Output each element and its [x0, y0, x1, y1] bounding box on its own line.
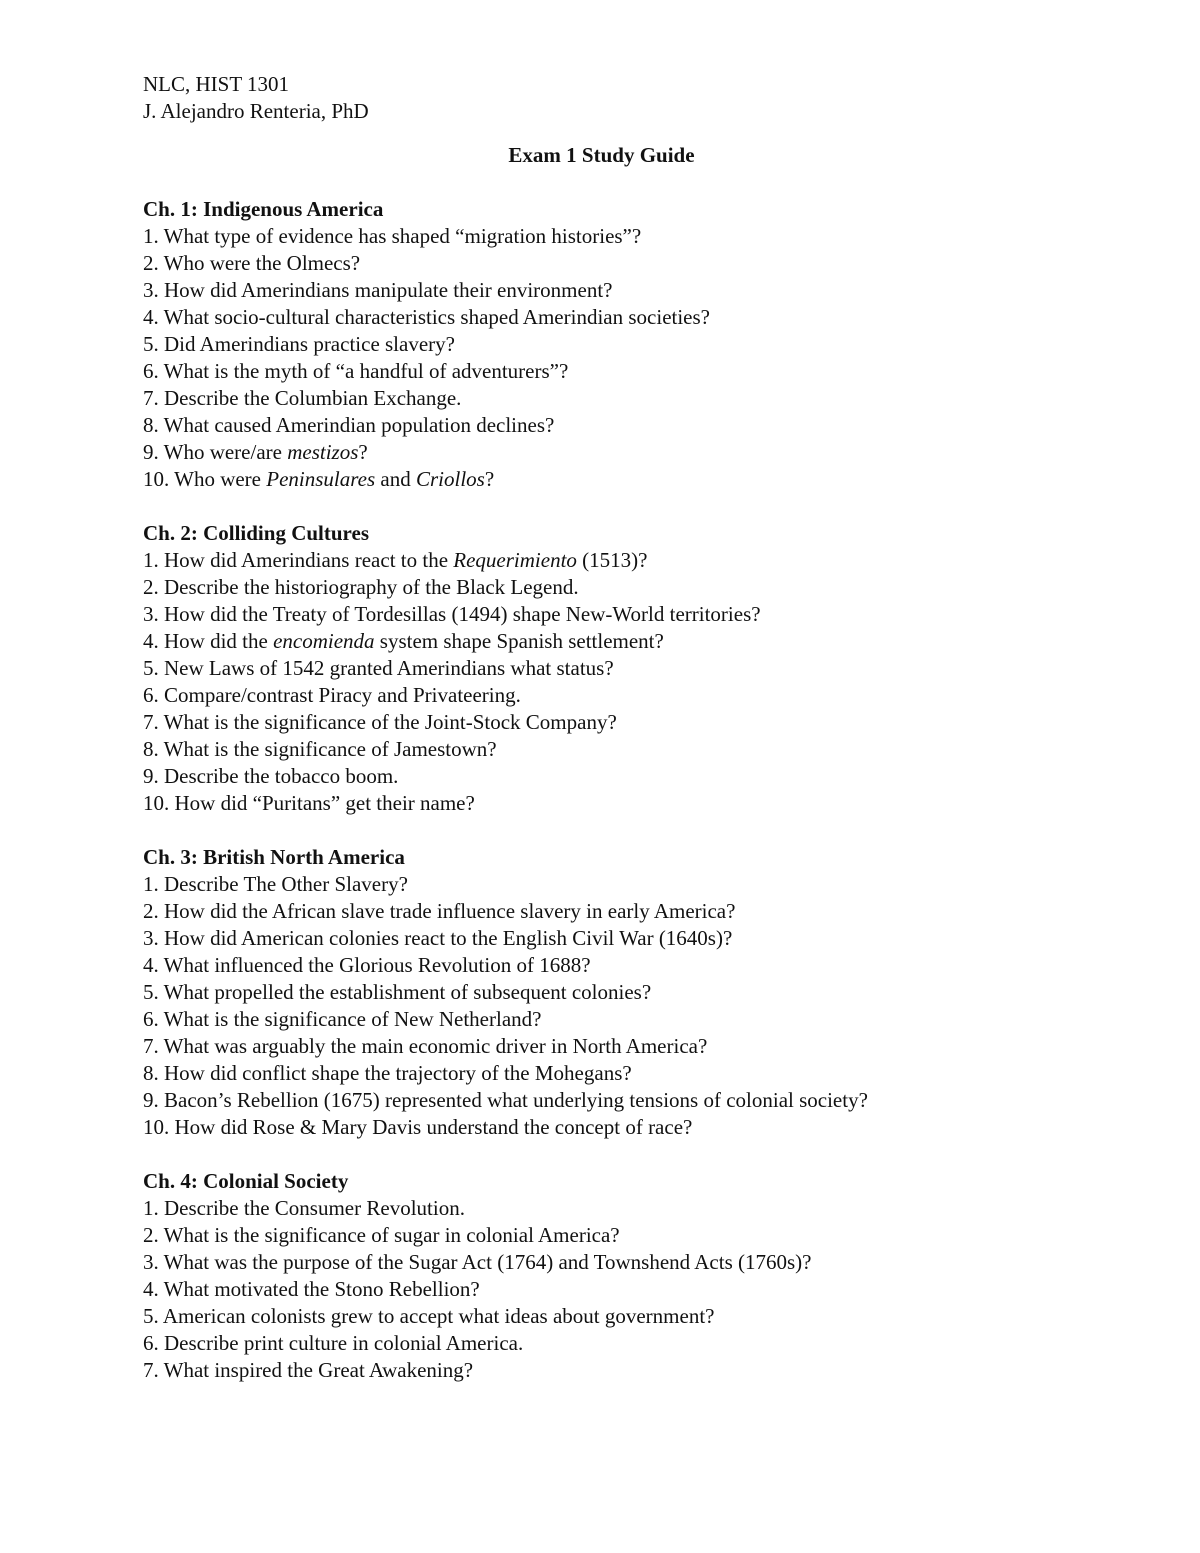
question-text-part: What was the purpose of the Sugar Act (1764) and Townshend Acts (1760s)?	[163, 1250, 812, 1274]
question-number: 8.	[143, 413, 159, 437]
question-number: 6.	[143, 1331, 159, 1355]
question-number: 4.	[143, 305, 159, 329]
question-text-part: What inspired the Great Awakening?	[163, 1358, 474, 1382]
question-text	[164, 1358, 473, 1382]
question-text	[164, 656, 614, 680]
question-text	[164, 332, 455, 356]
document-content	[143, 71, 1083, 1384]
question-text-part: system shape Spanish settlement?	[374, 629, 664, 653]
question-number: 3.	[143, 1250, 159, 1274]
question-text-part: What caused Amerindian population declines?	[163, 413, 555, 437]
question-text-part: What type of evidence has shaped “migration histories”?	[163, 224, 642, 248]
question-number: 1.	[143, 872, 159, 896]
course-code: NLC, HIST 1301	[143, 72, 290, 96]
question-number: 5.	[143, 1304, 159, 1328]
question-item	[143, 1195, 1083, 1222]
question-text-part: Compare/contrast Piracy and Privateering.	[164, 683, 521, 707]
question-text	[164, 764, 398, 788]
question-text-part: What was arguably the main economic driver in North America?	[163, 1034, 708, 1058]
question-text-italic: Peninsulares	[266, 467, 376, 491]
question-text	[164, 440, 368, 464]
question-text-part: What is the myth of “a handful of adventurers”?	[163, 359, 569, 383]
question-text	[164, 872, 408, 896]
question-text-part: Describe the historiography of the Black Legend.	[164, 575, 579, 599]
question-number: 10.	[143, 791, 170, 815]
question-number: 4.	[143, 1277, 159, 1301]
question-item	[143, 682, 1083, 709]
question-text	[164, 737, 497, 761]
question-text	[164, 548, 647, 572]
question-number: 7.	[143, 386, 159, 410]
question-number: 8.	[143, 737, 159, 761]
question-text	[164, 359, 569, 383]
question-item	[143, 1060, 1083, 1087]
question-number: 3.	[143, 926, 159, 950]
question-number: 4.	[143, 629, 159, 653]
question-text	[164, 575, 579, 599]
question-text	[164, 683, 521, 707]
question-item	[143, 574, 1083, 601]
question-text-part: Describe print culture in colonial America.	[164, 1331, 524, 1355]
question-text-part: What is the significance of the Joint-Stock Company?	[163, 710, 617, 734]
question-item	[143, 628, 1083, 655]
question-text	[164, 224, 642, 248]
question-text-part: What propelled the establishment of subsequent colonies?	[163, 980, 652, 1004]
sections-container	[143, 196, 1083, 1384]
question-number: 9.	[143, 764, 159, 788]
question-text-italic: Criollos	[415, 467, 485, 491]
question-item	[143, 1087, 1083, 1114]
question-text-part: Did Amerindians practice slavery?	[164, 332, 455, 356]
question-text	[175, 791, 475, 815]
question-text	[164, 1223, 620, 1247]
question-item	[143, 763, 1083, 790]
question-item	[143, 1249, 1083, 1276]
question-item	[143, 709, 1083, 736]
question-text-part: What influenced the Glorious Revolution of 1688?	[163, 953, 591, 977]
question-text-part: American colonists grew to accept what ideas about government?	[162, 1304, 715, 1328]
question-text	[164, 710, 617, 734]
question-item	[143, 1330, 1083, 1357]
question-item	[143, 223, 1083, 250]
question-text-part: What motivated the Stono Rebellion?	[163, 1277, 480, 1301]
question-text	[164, 1007, 542, 1031]
question-text-part: What is the significance of Jamestown?	[163, 737, 497, 761]
question-text-part: What is the significance of sugar in colonial America?	[163, 1223, 620, 1247]
question-number: 5.	[143, 332, 159, 356]
question-text-part: Describe the Columbian Exchange.	[164, 386, 462, 410]
question-text-part: Bacon’s Rebellion (1675) represented what underlying tensions of colonial society?	[164, 1088, 868, 1112]
question-number: 6.	[143, 1007, 159, 1031]
question-text-part: ?	[358, 440, 368, 464]
question-text	[164, 899, 735, 923]
question-text	[164, 1034, 708, 1058]
question-text	[164, 926, 732, 950]
question-number: 9.	[143, 1088, 159, 1112]
question-text	[175, 1115, 693, 1139]
question-text-part: Who were/are	[163, 440, 288, 464]
question-text	[164, 629, 664, 653]
question-item	[143, 466, 1083, 493]
question-text	[163, 1304, 715, 1328]
question-text-part: How did the Treaty of Tordesillas (1494) shape New-World territories?	[164, 602, 761, 626]
question-item	[143, 358, 1083, 385]
question-item	[143, 277, 1083, 304]
question-item	[143, 1033, 1083, 1060]
question-text-part: How did Amerindians react to the	[164, 548, 454, 572]
question-item	[143, 439, 1083, 466]
question-number: 10.	[143, 1115, 170, 1139]
question-item	[143, 925, 1083, 952]
question-number: 1.	[143, 224, 159, 248]
question-list	[143, 1195, 1083, 1384]
question-text	[164, 251, 361, 275]
question-number: 7.	[143, 1034, 159, 1058]
question-item	[143, 655, 1083, 682]
question-text	[164, 305, 710, 329]
question-text	[164, 1061, 632, 1085]
question-number: 2.	[143, 899, 159, 923]
question-number: 6.	[143, 359, 159, 383]
question-text-part: How did “Puritans” get their name?	[174, 791, 475, 815]
question-number: 8.	[143, 1061, 159, 1085]
question-text-part: Describe the Consumer Revolution.	[164, 1196, 465, 1220]
question-item	[143, 790, 1083, 817]
question-item	[143, 952, 1083, 979]
question-item	[143, 1357, 1083, 1384]
instructor-name: J. Alejandro Renteria, PhD	[143, 99, 369, 123]
question-text-part: (1513)?	[576, 548, 648, 572]
question-item	[143, 871, 1083, 898]
page-title: Exam 1 Study Guide	[508, 143, 695, 167]
question-number: 7.	[143, 710, 159, 734]
question-text-part: How did the	[164, 629, 274, 653]
chapter-section	[143, 844, 1083, 1141]
question-item	[143, 547, 1083, 574]
question-text-part: How did Rose & Mary Davis understand the concept of race?	[174, 1115, 693, 1139]
question-number: 3.	[143, 602, 159, 626]
question-text-part: What socio-cultural characteristics shaped Amerindian societies?	[163, 305, 710, 329]
question-number: 2.	[143, 1223, 159, 1247]
question-number: 6.	[143, 683, 159, 707]
question-item	[143, 1303, 1083, 1330]
question-item	[143, 979, 1083, 1006]
question-text-italic: Requerimiento	[453, 548, 577, 572]
question-text	[164, 1277, 480, 1301]
question-item	[143, 898, 1083, 925]
question-number: 3.	[143, 278, 159, 302]
question-item	[143, 304, 1083, 331]
question-item	[143, 1222, 1083, 1249]
question-number: 5.	[143, 656, 159, 680]
chapter-section	[143, 1168, 1083, 1384]
question-item	[143, 1114, 1083, 1141]
question-text	[164, 386, 461, 410]
question-number: 9.	[143, 440, 159, 464]
question-text-part: Describe The Other Slavery?	[164, 872, 408, 896]
question-list	[143, 547, 1083, 817]
question-number: 2.	[143, 251, 159, 275]
question-text-part: How did conflict shape the trajectory of the Mohegans?	[164, 1061, 632, 1085]
question-number: 4.	[143, 953, 159, 977]
question-text-part: Who were	[174, 467, 267, 491]
chapter-heading: Ch. 1: Indigenous America	[143, 197, 384, 221]
chapter-section	[143, 520, 1083, 817]
question-text-part: How did the African slave trade influence slavery in early America?	[164, 899, 736, 923]
question-text	[164, 413, 555, 437]
chapter-heading: Ch. 2: Colliding Cultures	[143, 521, 369, 545]
question-item	[143, 1006, 1083, 1033]
question-text-part: How did Amerindians manipulate their environment?	[164, 278, 613, 302]
question-text-italic: mestizos	[287, 440, 359, 464]
question-text-part: How did American colonies react to the English Civil War (1640s)?	[164, 926, 733, 950]
question-text	[164, 278, 612, 302]
question-text-part: Describe the tobacco boom.	[164, 764, 399, 788]
question-text-part: ?	[484, 467, 495, 491]
question-text-part: What is the significance of New Netherland?	[163, 1007, 542, 1031]
question-list	[143, 871, 1083, 1141]
question-text-part: New Laws of 1542 granted Amerindians what status?	[164, 656, 614, 680]
question-text	[164, 1250, 812, 1274]
question-number: 5.	[143, 980, 159, 1004]
question-item	[143, 331, 1083, 358]
question-item	[143, 250, 1083, 277]
question-text	[174, 467, 494, 491]
question-item	[143, 1276, 1083, 1303]
question-text	[164, 980, 652, 1004]
question-text-part: Who were the Olmecs?	[163, 251, 361, 275]
question-text	[164, 602, 761, 626]
chapter-heading: Ch. 4: Colonial Society	[143, 1169, 349, 1193]
question-number: 1.	[143, 1196, 159, 1220]
question-text	[164, 953, 591, 977]
question-list	[143, 223, 1083, 493]
question-text-part: and	[375, 467, 416, 491]
chapter-heading: Ch. 3: British North America	[143, 845, 405, 869]
question-item	[143, 736, 1083, 763]
question-text-italic: encomienda	[273, 629, 375, 653]
question-text	[164, 1331, 523, 1355]
question-number: 10.	[143, 467, 170, 491]
question-item	[143, 385, 1083, 412]
question-number: 7.	[143, 1358, 159, 1382]
question-text	[164, 1088, 868, 1112]
question-item	[143, 412, 1083, 439]
question-number: 1.	[143, 548, 159, 572]
question-text	[164, 1196, 465, 1220]
question-item	[143, 601, 1083, 628]
question-number: 2.	[143, 575, 159, 599]
chapter-section	[143, 196, 1083, 493]
